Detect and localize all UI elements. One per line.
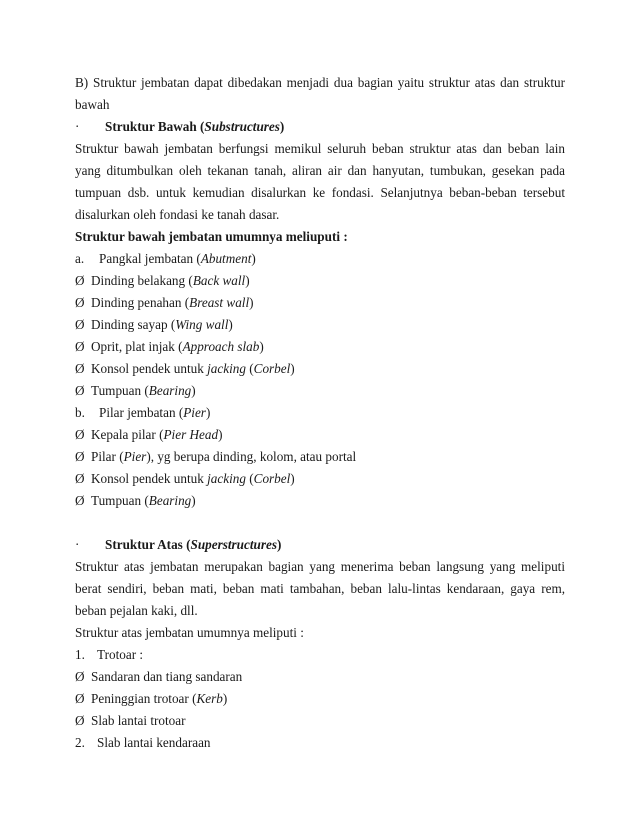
list-text: Peninggian trotoar ( (91, 691, 197, 706)
list-close: ) (251, 251, 256, 266)
list-close: ), yg berupa dinding, kolom, atau portal (146, 449, 357, 464)
list-marker: Ø (75, 691, 85, 706)
list-mid: ( (245, 471, 254, 486)
list-term: Bearing (148, 493, 192, 508)
list-item (75, 294, 565, 312)
bullet-dot: · (75, 119, 80, 134)
heading-close: ) (279, 119, 285, 134)
list-close: ) (222, 691, 228, 706)
paragraph-line: beban pejalan kaki, dll. (75, 603, 198, 618)
list-text: Dinding sayap ( (91, 317, 176, 332)
list-text: Pilar jembatan ( (99, 405, 184, 420)
list-close: ) (290, 361, 295, 376)
subheading-text: Struktur bawah jembatan umumnya meliuputi : (75, 229, 348, 244)
list-text: Slab lantai kendaraan (97, 735, 211, 750)
list-item-2 (75, 734, 565, 752)
list-close: ) (218, 427, 223, 442)
list-item (75, 338, 565, 356)
list-close: ) (191, 383, 196, 398)
intro-line-2: bawah (75, 97, 110, 112)
paragraph-line: Struktur atas jembatan merupakan bagian yang menerima beban langsung yang meliputi (75, 559, 565, 574)
list-marker: Ø (75, 273, 85, 288)
list-item-1 (75, 646, 565, 664)
list-marker: Ø (75, 471, 85, 486)
list-close: ) (259, 339, 264, 354)
list-marker: 1. (75, 647, 85, 662)
list-text: Sandaran dan tiang sandaran (91, 669, 243, 684)
list-item (75, 360, 565, 378)
list-item (75, 382, 565, 400)
list-text: Slab lantai trotoar (91, 713, 186, 728)
heading-term: Substructures (204, 119, 280, 134)
list-marker: a. (75, 251, 85, 266)
paragraph-line: disalurkan oleh fondasi ke tanah dasar. (75, 207, 280, 222)
list-marker: Ø (75, 361, 85, 376)
heading-struktur-bawah (75, 118, 565, 136)
list-text: Pangkal jembatan ( (99, 251, 201, 266)
list-text: Tumpuan ( (91, 383, 149, 398)
list-close: ) (249, 295, 254, 310)
list-text: Trotoar : (97, 647, 144, 662)
list-text: Oprit, plat injak ( (91, 339, 183, 354)
subheading-atas: Struktur atas jembatan umumnya meliputi : (75, 625, 304, 640)
paragraph-line: Struktur bawah jembatan berfungsi memikul seluruh beban struktur atas dan beban lain (75, 141, 565, 156)
list-term: jacking (207, 361, 246, 376)
list-close: ) (205, 405, 211, 420)
list-close: ) (228, 317, 233, 332)
list-text: Tumpuan ( (91, 493, 149, 508)
list-term: Pier (183, 405, 206, 420)
list-item (75, 690, 565, 708)
list-marker: Ø (75, 669, 85, 684)
list-close: ) (245, 273, 250, 288)
list-close: ) (191, 493, 196, 508)
list-term: Abutment (200, 251, 252, 266)
list-marker: Ø (75, 713, 85, 728)
list-item (75, 470, 565, 488)
list-marker: Ø (75, 317, 85, 332)
list-text: Konsol pendek untuk (91, 471, 208, 486)
list-mid: ( (245, 361, 254, 376)
list-term: Corbel (253, 471, 291, 486)
bullet-dot: · (75, 537, 80, 552)
heading-struktur-atas (75, 536, 565, 554)
list-item-a (75, 250, 565, 268)
list-text: Konsol pendek untuk (91, 361, 208, 376)
list-text: Dinding penahan ( (91, 295, 190, 310)
list-term: Bearing (148, 383, 192, 398)
list-marker: Ø (75, 295, 85, 310)
heading-close: ) (276, 537, 282, 552)
list-item (75, 448, 565, 466)
list-marker: Ø (75, 493, 85, 508)
list-item (75, 492, 565, 510)
list-term: Approach slab (182, 339, 260, 354)
list-term: Kerb (196, 691, 223, 706)
list-text: Kepala pilar ( (91, 427, 164, 442)
heading-text: Struktur Atas ( (105, 537, 191, 552)
list-item-b (75, 404, 565, 422)
list-item (75, 668, 565, 686)
list-term: Back wall (192, 273, 246, 288)
list-item (75, 426, 565, 444)
list-marker: Ø (75, 427, 85, 442)
heading-text: Struktur Bawah ( (105, 119, 205, 134)
list-text: Dinding belakang ( (91, 273, 193, 288)
list-marker: Ø (75, 449, 85, 464)
subheading-bawah (75, 228, 565, 246)
heading-term: Superstructures (190, 537, 277, 552)
list-term: Pier (123, 449, 147, 464)
list-term: Corbel (253, 361, 291, 376)
list-item (75, 316, 565, 334)
list-item (75, 272, 565, 290)
paragraph-line: tumpuan dsb. untuk kemudian disalurkan ke fondasi. Selanjutnya beban-beban tersebut (75, 185, 565, 200)
paragraph-line: berat sendiri, beban mati, beban mati tambahan, beban lalu-lintas kendaraan, gaya rem, (75, 581, 565, 596)
list-marker: Ø (75, 383, 85, 398)
list-text: Pilar ( (91, 449, 124, 464)
intro-line-1: B) Struktur jembatan dapat dibedakan menjadi dua bagian yaitu struktur atas dan struktur (75, 75, 565, 90)
list-close: ) (290, 471, 295, 486)
list-marker: 2. (75, 735, 85, 750)
list-marker: b. (75, 405, 85, 420)
list-term: jacking (207, 471, 246, 486)
paragraph-line: yang ditumbulkan oleh tekanan tanah, aliran air dan hanyutan, tumbukan, gesekan pada (75, 163, 565, 178)
list-term: Breast wall (189, 295, 250, 310)
list-marker: Ø (75, 339, 85, 354)
list-term: Pier Head (163, 427, 219, 442)
list-term: Wing wall (175, 317, 229, 332)
list-item (75, 712, 565, 730)
